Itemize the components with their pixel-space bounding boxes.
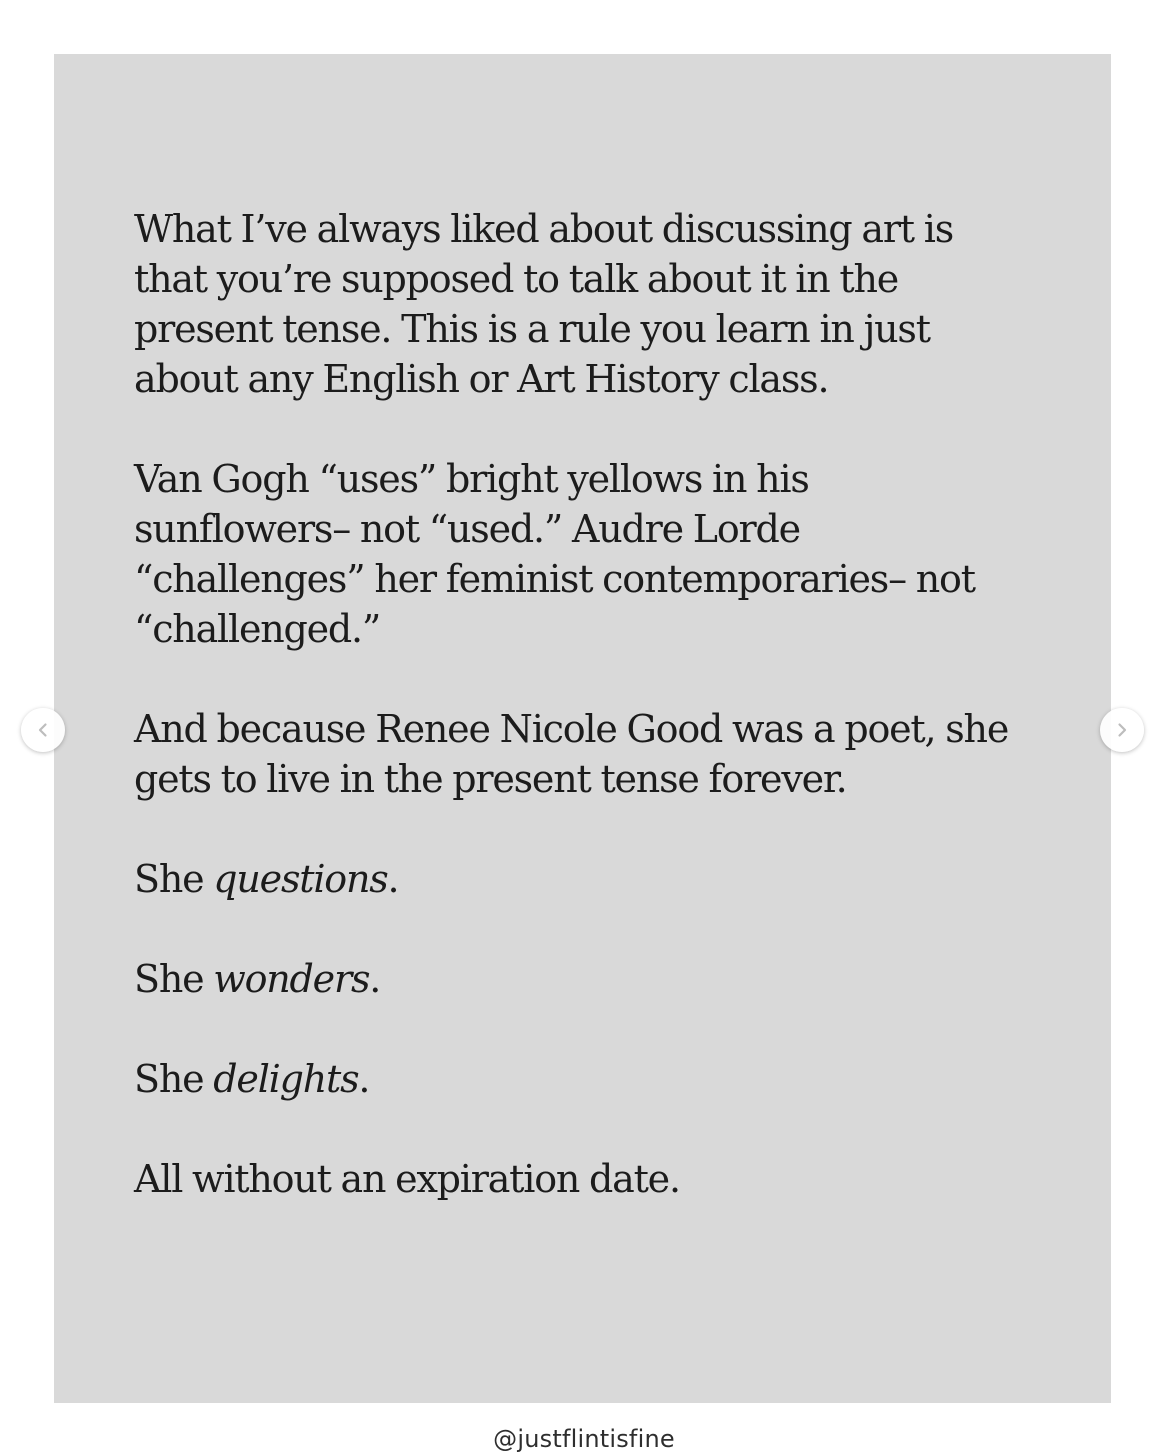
verb-italic: questions xyxy=(213,857,388,901)
verb-suffix: . xyxy=(369,957,381,1001)
text-line: “challenged.” xyxy=(134,607,381,651)
verb-line-questions xyxy=(134,854,1054,904)
verb-line-delights xyxy=(134,1054,1054,1104)
verb-prefix: She xyxy=(134,957,214,1001)
text-line: Van Gogh “uses” bright yellows in his xyxy=(134,457,809,501)
text-line: gets to live in the present tense forever. xyxy=(134,757,847,801)
verb-line-wonders xyxy=(134,954,1054,1004)
verb-prefix: She xyxy=(134,1057,214,1101)
previous-slide-button[interactable] xyxy=(21,708,65,752)
text-line: What I’ve always liked about discussing art is xyxy=(134,207,953,251)
verb-italic: wonders xyxy=(213,957,370,1001)
closing-line: All without an expiration date. xyxy=(134,1157,680,1201)
post-text xyxy=(134,204,1054,1204)
verb-suffix: . xyxy=(387,857,399,901)
text-line: sunflowers– not “used.” Audre Lorde xyxy=(134,507,800,551)
verb-italic: delights xyxy=(213,1057,359,1101)
text-line: And because Renee Nicole Good was a poet, she xyxy=(134,707,1009,751)
verb-suffix: . xyxy=(358,1057,370,1101)
text-line: “challenges” her feminist contemporaries– not xyxy=(134,557,975,601)
chevron-right-icon xyxy=(1113,721,1131,739)
next-slide-button[interactable] xyxy=(1100,708,1144,752)
verb-prefix: She xyxy=(134,857,214,901)
post-slide xyxy=(54,54,1111,1403)
paragraph-3 xyxy=(134,704,1054,804)
paragraph-1 xyxy=(134,204,1054,404)
text-line: about any English or Art History class. xyxy=(134,357,829,401)
chevron-left-icon xyxy=(34,721,52,739)
text-line: present tense. This is a rule you learn in just xyxy=(134,307,930,351)
paragraph-2 xyxy=(134,454,1054,654)
author-handle: @justflintisfine xyxy=(493,1425,675,1453)
text-line: that you’re supposed to talk about it in the xyxy=(134,257,899,301)
